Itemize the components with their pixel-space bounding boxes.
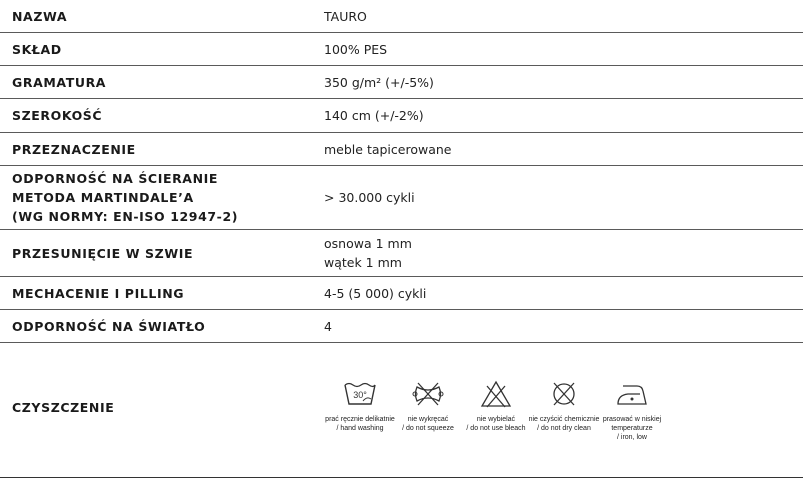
care-caption-line: nie czyścić chemicznie [528,415,600,423]
spec-value: 4-5 (5 000) cykli [324,285,427,301]
care-item-hand-wash [326,379,394,433]
spec-value-line: wątek 1 mm [324,255,402,270]
spec-row-composition [0,33,803,66]
spec-value [312,234,803,272]
spec-label: PRZEZNACZENIE [12,141,136,157]
spec-label-line: METODA MARTINDALE’A [12,190,194,205]
spec-label-line: (WG NORMY: EN-ISO 12947-2) [12,209,239,224]
care-caption-line: / do not squeeze [402,424,454,432]
care-item-iron-low [598,379,666,442]
care-caption-line: / hand washing [336,424,384,432]
iron-low-icon [615,379,649,409]
care-item-do-not-bleach [462,379,530,433]
spec-value: 4 [324,318,332,334]
spec-label: PRZESUNIĘCIE W SZWIE [12,245,194,261]
spec-label: MECHACENIE I PILLING [12,285,185,301]
spec-row-weight [0,66,803,99]
care-item-do-not-dry-clean [530,379,598,433]
spec-value: TAURO [324,8,367,24]
care-caption-line: nie wybielać [476,415,516,423]
spec-label: CZYSZCZENIE [12,399,115,415]
do-not-wring-icon [411,379,445,409]
spec-row-abrasion [0,166,803,230]
spec-row-seam-slippage [0,230,803,277]
spec-label [0,169,312,226]
care-caption-line: nie wykręcać [407,415,449,423]
hand-wash-30-icon [343,379,377,409]
care-caption-line: / iron, low [617,433,647,441]
care-caption-line: prać ręcznie delikatnie [325,415,395,423]
care-icons [326,379,803,442]
spec-value: 350 g/m² (+/-5%) [324,74,434,90]
care-caption [466,415,525,433]
do-not-bleach-icon [479,379,513,409]
care-caption-line: prasować w niskiej [602,415,662,423]
care-caption [402,415,454,433]
spec-label: GRAMATURA [12,74,107,90]
spec-row-pilling [0,277,803,310]
spec-label-line: ODPORNOŚĆ NA ŚCIERANIE [12,171,219,186]
spec-label: SKŁAD [12,41,62,57]
spec-value: meble tapicerowane [324,141,452,157]
do-not-dry-clean-icon [547,379,581,409]
care-caption [529,415,600,433]
spec-row-lightfastness [0,310,803,343]
care-caption [603,415,661,442]
spec-value: > 30.000 cykli [324,190,415,205]
spec-value: 140 cm (+/-2%) [324,108,424,123]
spec-label: SZEROKOŚĆ [12,108,103,123]
spec-label: ODPORNOŚĆ NA ŚWIATŁO [12,318,206,334]
care-caption [325,415,395,433]
spec-row-width [0,99,803,133]
care-caption-line: / do not use bleach [466,424,526,432]
wash-temperature: 30° [353,389,367,400]
spec-value: 100% PES [324,41,388,57]
care-caption-line: / do not dry clean [537,424,591,432]
spec-row-name [0,0,803,33]
care-caption-line: temperaturze [611,424,653,432]
spec-row-cleaning [0,343,803,478]
spec-value [312,379,803,442]
spec-value-line: osnowa 1 mm [324,236,412,251]
spec-row-purpose [0,133,803,166]
spec-label: NAZWA [12,8,68,24]
care-item-do-not-wring [394,379,462,433]
